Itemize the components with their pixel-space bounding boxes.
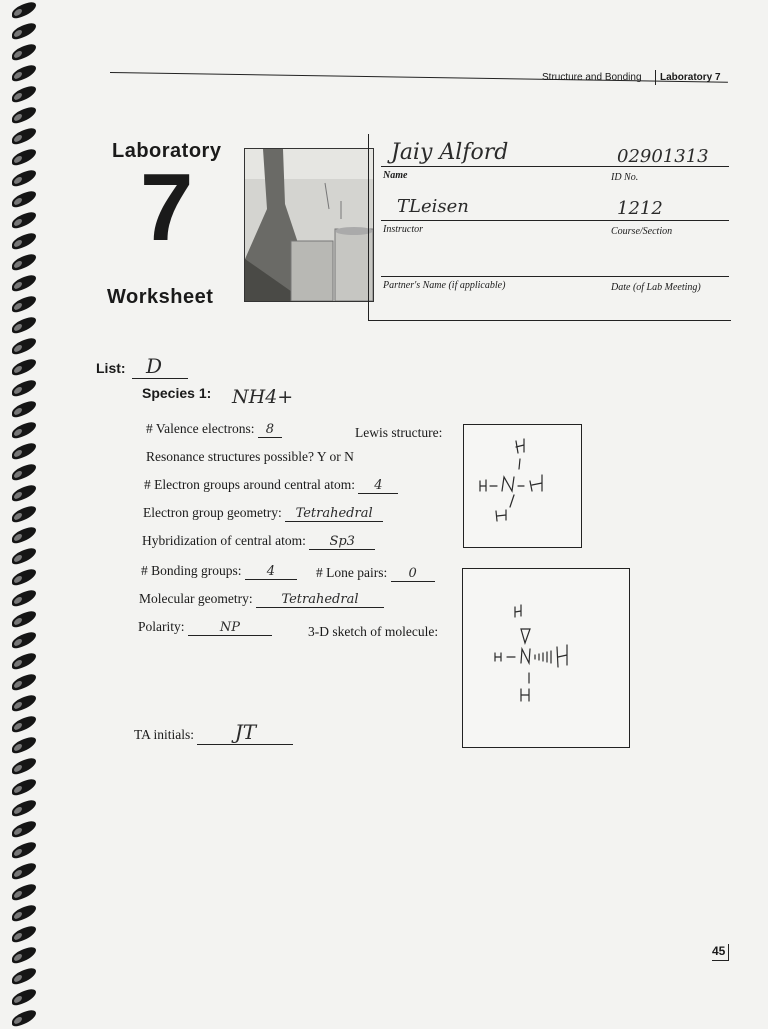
spiral-coil [12, 62, 36, 84]
lewis-label: Lewis structure: [355, 425, 443, 440]
spiral-coil [12, 20, 36, 42]
spiral-coil [12, 167, 36, 189]
course-value: 1212 [617, 198, 663, 219]
lone-value: 0 [391, 566, 435, 582]
egeom-value: Tetrahedral [285, 506, 383, 522]
spiral-coil [12, 440, 36, 462]
spiral-coil [12, 587, 36, 609]
coil-hole [14, 344, 22, 353]
coil-hole [14, 365, 22, 374]
mgeom-row [139, 591, 384, 608]
coil-hole [14, 575, 22, 584]
coil-hole [14, 134, 22, 143]
mgeom-value: Tetrahedral [256, 592, 384, 608]
spiral-coil [12, 629, 36, 651]
species-value: NH4+ [232, 386, 294, 408]
coil-hole [14, 449, 22, 458]
spiral-coil [12, 986, 36, 1008]
coil-hole [14, 743, 22, 752]
coil-hole [14, 869, 22, 878]
coil-hole [14, 890, 22, 899]
coil-hole [14, 113, 22, 122]
coil-hole [14, 218, 22, 227]
list-value: D [146, 354, 163, 378]
spiral-coil [12, 503, 36, 525]
coil-hole [14, 92, 22, 101]
coil-hole [14, 50, 22, 59]
ta-label: TA initials: [134, 727, 195, 742]
resonance-label: Resonance structures possible? Y or N [146, 449, 354, 464]
coil-hole [14, 428, 22, 437]
partner-line [381, 276, 729, 277]
coil-hole [14, 71, 22, 80]
spiral-coil [12, 713, 36, 735]
coil-hole [14, 911, 22, 920]
groups-row [144, 477, 398, 494]
coil-hole [14, 764, 22, 773]
list-line [132, 378, 188, 379]
spiral-coil [12, 734, 36, 756]
spiral-coil [12, 944, 36, 966]
spiral-coil [12, 545, 36, 567]
spiral-coil [12, 293, 36, 315]
course-label: Course/Section [611, 226, 673, 237]
spiral-coil [12, 608, 36, 630]
spiral-coil [12, 398, 36, 420]
bonding-value: 4 [245, 564, 297, 580]
coil-hole [14, 512, 22, 521]
lone-row [316, 565, 435, 582]
coil-hole [14, 260, 22, 269]
spiral-coil [12, 797, 36, 819]
lewis-structure-box [463, 424, 582, 548]
name-value: Jaiy Alford [391, 140, 509, 165]
polarity-label: Polarity: [138, 619, 185, 634]
date-label: Date (of Lab Meeting) [611, 282, 701, 293]
coil-hole [14, 386, 22, 395]
hybrid-value: Sp3 [309, 534, 375, 550]
spiral-coil [12, 818, 36, 840]
bonding-label: # Bonding groups: [141, 563, 242, 578]
coil-hole [14, 953, 22, 962]
spiral-coil [12, 272, 36, 294]
coil-hole [14, 323, 22, 332]
groups-label: # Electron groups around central atom: [144, 477, 356, 492]
spiral-coil [12, 524, 36, 546]
polarity-row [138, 619, 272, 636]
instructor-value: TLeisen [397, 196, 469, 217]
coil-hole [14, 995, 22, 1004]
spiral-coil [12, 839, 36, 861]
coil-hole [14, 176, 22, 185]
coil-hole [14, 638, 22, 647]
coil-hole [14, 722, 22, 731]
spiral-coil [12, 356, 36, 378]
spiral-coil [12, 335, 36, 357]
partner-label: Partner's Name (if applicable) [383, 280, 506, 291]
spiral-coil [12, 755, 36, 777]
spiral-coil [12, 860, 36, 882]
coil-hole [14, 554, 22, 563]
coil-hole [14, 239, 22, 248]
instructor-label: Instructor [383, 224, 423, 235]
coil-hole [14, 470, 22, 479]
spiral-coil [12, 566, 36, 588]
coil-hole [14, 533, 22, 542]
coil-hole [14, 596, 22, 605]
header-section: Structure and Bonding [542, 72, 642, 83]
list-label: List: [96, 360, 126, 376]
coil-hole [14, 701, 22, 710]
groups-value: 4 [358, 478, 398, 494]
coil-hole [14, 302, 22, 311]
coil-hole [14, 617, 22, 626]
spiral-coil [12, 419, 36, 441]
spiral-coil [12, 0, 36, 21]
coil-hole [14, 281, 22, 290]
spiral-coil [12, 377, 36, 399]
student-info-box [368, 134, 731, 321]
page-number: 45 [712, 944, 729, 961]
coil-hole [14, 932, 22, 941]
header-lab-label: Laboratory 7 [655, 70, 721, 85]
coil-hole [14, 806, 22, 815]
egeom-label: Electron group geometry: [143, 505, 282, 520]
lab-glassware-photo [244, 148, 374, 302]
id-value: 02901313 [617, 146, 709, 167]
spiral-coil [12, 209, 36, 231]
coil-hole [14, 407, 22, 416]
polarity-value: NP [188, 620, 272, 636]
spiral-coil [12, 1007, 36, 1029]
3d-sketch-drawing [463, 569, 629, 747]
spiral-coil [12, 125, 36, 147]
lone-label: # Lone pairs: [316, 565, 388, 580]
coil-hole [14, 827, 22, 836]
spiral-coil [12, 104, 36, 126]
bonding-row [141, 563, 297, 580]
hybrid-label: Hybridization of central atom: [142, 533, 306, 548]
mgeom-label: Molecular geometry: [139, 591, 253, 606]
coil-hole [14, 29, 22, 38]
coil-hole [14, 785, 22, 794]
spiral-coil [12, 902, 36, 924]
coil-hole [14, 491, 22, 500]
spiral-coil [12, 692, 36, 714]
valence-label: # Valence electrons: [146, 421, 255, 436]
coil-hole [14, 8, 22, 17]
spiral-coil [12, 251, 36, 273]
coil-hole [14, 155, 22, 164]
spiral-coil [12, 776, 36, 798]
worksheet-title: Worksheet [107, 286, 214, 308]
spiral-coil [12, 230, 36, 252]
glassware-image [245, 149, 373, 301]
valence-row [146, 421, 282, 438]
coil-hole [14, 848, 22, 857]
coil-hole [14, 974, 22, 983]
egeom-row [143, 505, 383, 522]
lewis-structure-drawing [464, 425, 581, 547]
ta-value: JT [197, 720, 293, 745]
spiral-coil [12, 482, 36, 504]
name-label: Name [383, 170, 408, 181]
spiral-binding [0, 0, 46, 1024]
instructor-line [381, 220, 729, 221]
valence-value: 8 [258, 422, 282, 438]
spiral-coil [12, 314, 36, 336]
lab-title: Laboratory [112, 140, 222, 162]
spiral-coil [12, 881, 36, 903]
species-label: Species 1: [142, 385, 212, 401]
lab-number: 7 [140, 154, 194, 261]
spiral-coil [12, 650, 36, 672]
ta-row [134, 720, 293, 745]
spiral-coil [12, 671, 36, 693]
sketch-label: 3-D sketch of molecule: [308, 624, 439, 639]
3d-sketch-box [462, 568, 630, 748]
coil-hole [14, 197, 22, 206]
coil-hole [14, 659, 22, 668]
hybrid-row [142, 533, 375, 550]
spiral-coil [12, 83, 36, 105]
spiral-coil [12, 41, 36, 63]
id-label: ID No. [611, 172, 639, 183]
spiral-coil [12, 461, 36, 483]
spiral-coil [12, 923, 36, 945]
coil-hole [14, 680, 22, 689]
spiral-coil [12, 146, 36, 168]
spiral-coil [12, 188, 36, 210]
spiral-coil [12, 965, 36, 987]
